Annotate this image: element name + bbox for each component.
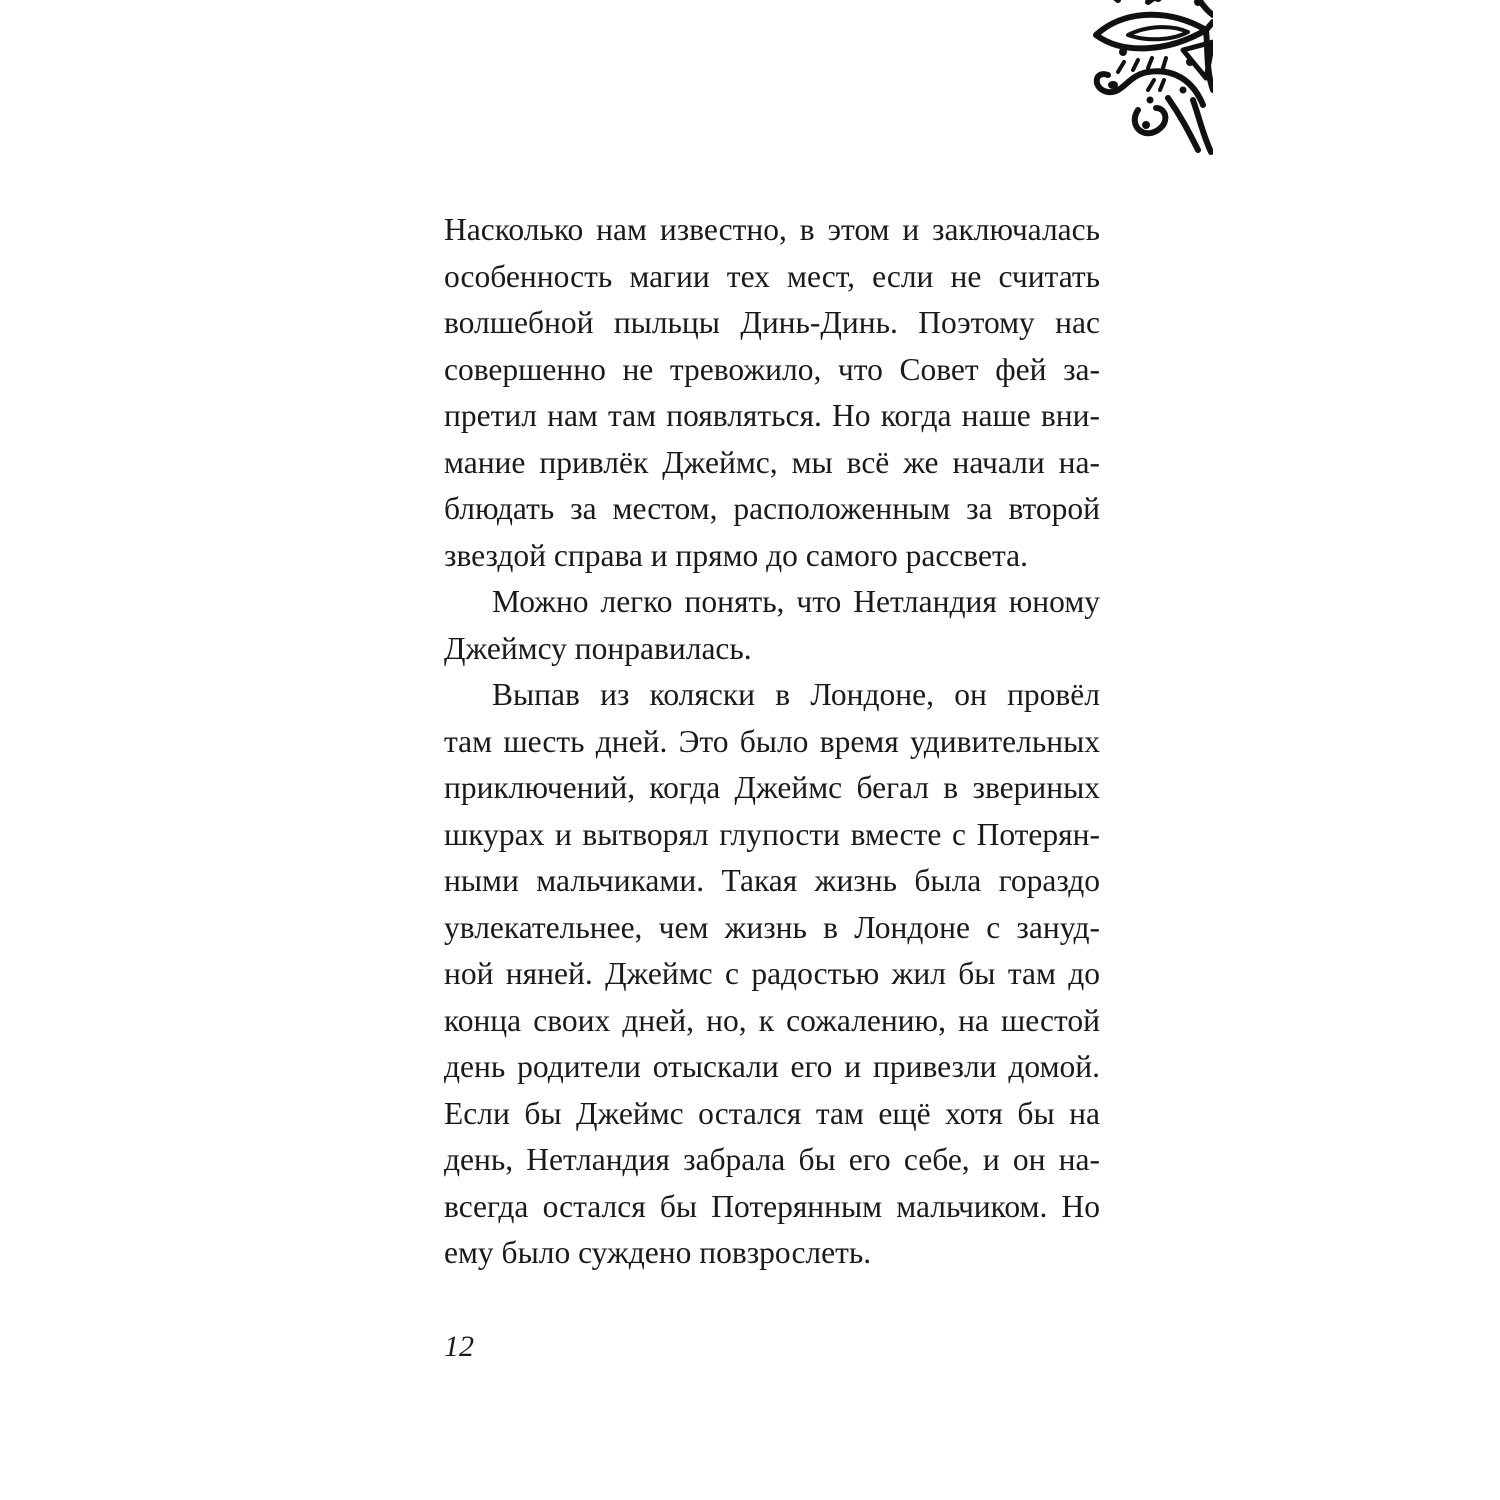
text-line: там шесть дней. Это было время удивительных bbox=[444, 723, 1100, 759]
text-line: претил нам там появляться. Но когда наше вни- bbox=[444, 398, 1100, 433]
text-line: особенность магии тех мест, если не считать bbox=[444, 258, 1100, 294]
page-number: 12 bbox=[444, 1330, 474, 1363]
text-line: волшебной пыльцы Динь-Динь. Поэтому нас bbox=[444, 305, 1100, 340]
body-text bbox=[444, 207, 1100, 1277]
text-line: конца своих дней, но, к сожалению, на шестой bbox=[444, 1002, 1100, 1038]
text-line: ной няней. Джеймс с радостью жил бы там до bbox=[444, 956, 1100, 991]
text-line: звездой справа и прямо до самого рассвета. bbox=[444, 537, 1028, 573]
text-line: Насколько нам известно, в этом и заключалась bbox=[444, 212, 1100, 247]
text-line: ему было суждено повзрослеть. bbox=[444, 1235, 872, 1270]
text-line: мание привлёк Джеймс, мы всё же начали на- bbox=[444, 444, 1100, 480]
text-line: приключений, когда Джеймс бегал в звериных bbox=[444, 770, 1100, 805]
text-line: Можно легко понять, что Нетландия юному bbox=[492, 584, 1100, 619]
text-line: Если бы Джеймс остался там ещё хотя бы на bbox=[444, 1095, 1100, 1131]
text-line: совершенно не тревожило, что Совет фей за- bbox=[444, 351, 1100, 387]
text-line: день родители отыскали его и привезли домой. bbox=[444, 1049, 1100, 1084]
text-line: день, Нетландия забрала бы его себе, и он на- bbox=[444, 1142, 1100, 1177]
text-line: Выпав из коляски в Лондоне, он провёл bbox=[492, 677, 1100, 712]
text-line: увлекательнее, чем жизнь в Лондоне с зануд- bbox=[444, 909, 1100, 945]
text-line: блюдать за местом, расположенным за второй bbox=[444, 491, 1100, 526]
corner-ornament-icon bbox=[1088, 0, 1213, 158]
text-line: Джеймсу понравилась. bbox=[444, 630, 752, 666]
text-line: ными мальчиками. Такая жизнь была гораздо bbox=[444, 863, 1100, 898]
text-line: шкурах и вытворял глупости вместе с Потерян- bbox=[444, 816, 1100, 852]
text-line: всегда остался бы Потерянным мальчиком. Но bbox=[444, 1188, 1100, 1224]
